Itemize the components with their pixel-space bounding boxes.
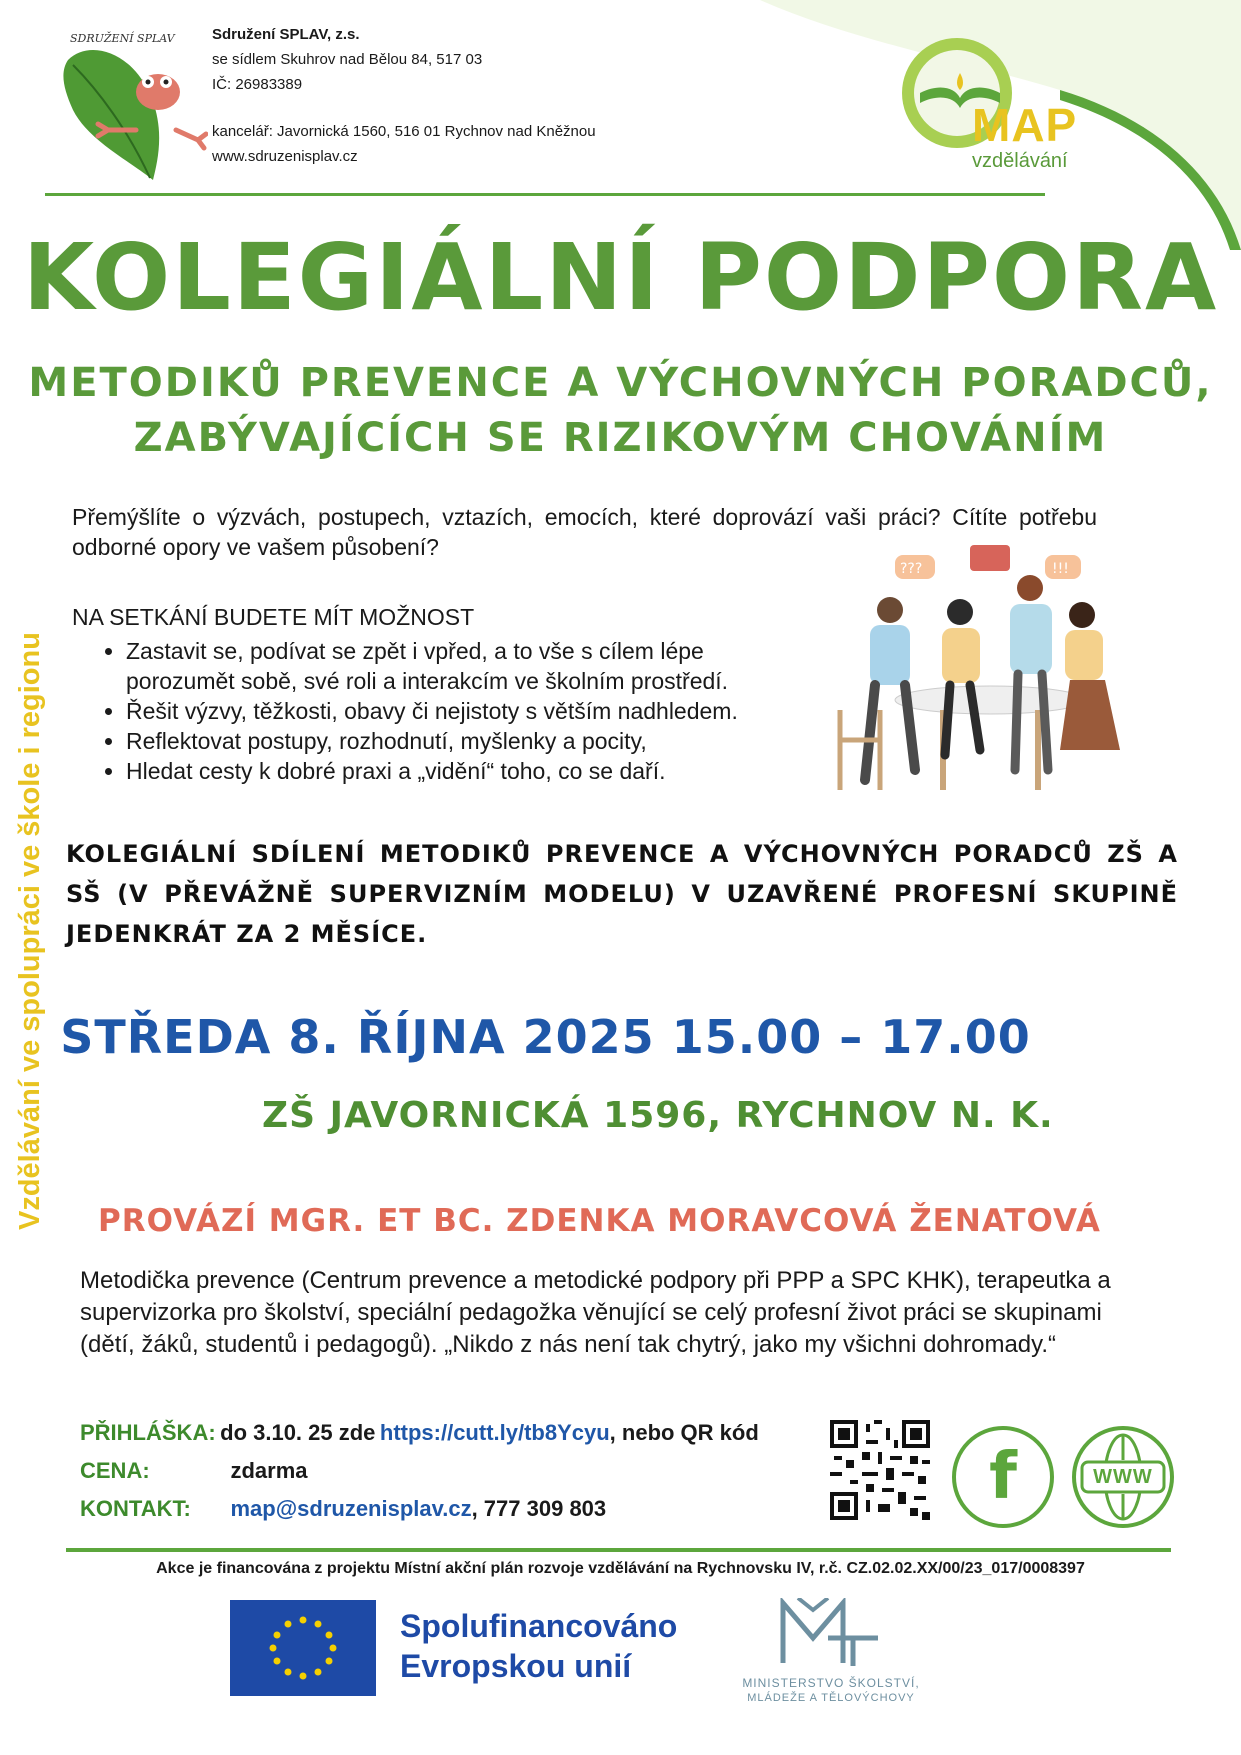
price-label: CENA: xyxy=(80,1458,150,1483)
contact-label: KONTAKT: xyxy=(80,1496,191,1521)
org-ic: IČ: 26983389 xyxy=(212,76,303,93)
main-title: KOLEGIÁLNÍ PODPORA xyxy=(22,224,1219,331)
option-item: • Reflektovat postupy, rozhodnutí, myšlenky a pocity, xyxy=(126,726,766,756)
header-rule xyxy=(45,193,1045,196)
map-logo xyxy=(902,38,1102,178)
org-office: kancelář: Javornická 1560, 516 01 Rychnov nad Kněžnou xyxy=(212,123,596,140)
option-item: • Řešit výzvy, těžkosti, obavy či nejistoty s větším nadhledem. xyxy=(126,696,766,726)
msmt-text-line-2: MLÁDEŽE A TĚLOVÝCHOVY xyxy=(747,1692,915,1704)
facebook-icon[interactable] xyxy=(952,1426,1054,1528)
side-vertical-text: Vzdělávání ve spolupráci ve škole i regionu xyxy=(14,632,46,1230)
footer-rule xyxy=(66,1548,1171,1552)
splav-logo xyxy=(48,30,208,185)
eu-text-line-2: Evropskou unií xyxy=(400,1648,632,1684)
org-seat: se sídlem Skuhrov nad Bělou 84, 517 03 xyxy=(212,51,483,68)
registration-label: PŘIHLÁŠKA: xyxy=(80,1420,216,1445)
speech-bubble-3-text: !!! xyxy=(1052,561,1069,577)
event-place: ZŠ JAVORNICKÁ 1596, RYCHNOV N. K. xyxy=(262,1095,1054,1136)
funding-text: Akce je financována z projektu Místní akční plán rozvoje vzdělávání na Rychnovsku IV, r.č. CZ.02.02.XX/00/23_017/0008397 xyxy=(156,1560,1085,1577)
options-heading: NA SETKÁNÍ BUDETE MÍT MOŽNOST xyxy=(72,604,475,630)
map-logo-big: MAP xyxy=(972,99,1078,151)
option-item: • Zastavit se, podívat se zpět i vpřed, a to vše s cílem lépe porozumět sobě, své roli a interakcím ve školním prostředí. xyxy=(126,636,766,696)
subtitle-line-2: ZABÝVAJÍCÍCH SE RIZIKOVÝM CHOVÁNÍM xyxy=(133,415,1108,461)
registration-link[interactable]: https://cutt.ly/tb8Ycyu xyxy=(379,1420,610,1445)
contact-email[interactable]: map@sdruzenisplav.cz xyxy=(230,1496,472,1521)
price-value: zdarma xyxy=(230,1458,308,1483)
facilitator-name: PROVÁZÍ MGR. ET BC. ZDENKA MORAVCOVÁ ŽENATOVÁ xyxy=(98,1203,1101,1239)
msmt-text-line-1: MINISTERSTVO ŠKOLSTVÍ, xyxy=(742,1676,920,1690)
meeting-illustration xyxy=(820,540,1150,800)
event-date: STŘEDA 8. ŘÍJNA 2025 15.00 – 17.00 xyxy=(60,1010,1031,1064)
map-logo-small: vzdělávání xyxy=(972,150,1068,172)
subtitle-line-1: METODIKŮ PREVENCE A VÝCHOVNÝCH PORADCŮ, xyxy=(28,360,1213,406)
globe-www-icon[interactable] xyxy=(1072,1426,1174,1528)
splav-logo-text: SDRUŽENÍ SPLAV xyxy=(70,32,175,45)
eu-stars-icon xyxy=(230,1600,376,1696)
org-name: Sdružení SPLAV, z.s. xyxy=(212,26,360,43)
eu-text-line-1: Spolufinancováno xyxy=(400,1608,678,1644)
option-item: • Hledat cesty k dobré praxi a „vidění“ toho, co se daří. xyxy=(126,756,766,786)
registration-pre: do 3.10. 25 zde xyxy=(220,1420,376,1445)
facebook-letter: f xyxy=(989,1440,1017,1514)
info-block xyxy=(80,1420,800,1534)
org-header xyxy=(212,22,732,169)
org-web[interactable]: www.sdruzenisplav.cz xyxy=(212,148,358,165)
contact-phone: , 777 309 803 xyxy=(471,1496,607,1521)
qr-code-icon[interactable] xyxy=(830,1420,930,1520)
msmt-logo xyxy=(778,1598,888,1668)
description-text: KOLEGIÁLNÍ SDÍLENÍ METODIKŮ PREVENCE A VÝCHOVNÝCH PORADCŮ ZŠ A SŠ (V PŘEVÁŽNĚ SUPERVIZNÍM MODELU) V UZAVŘENÉ PROFESNÍ SKUPINĚ JEDENKRÁT ZA 2 MĚSÍCE. xyxy=(66,840,1178,948)
www-text: WWW xyxy=(1093,1465,1153,1488)
intro-text: Přemýšlíte o výzvách, postupech, vztazích, emocích, které doprovází vaši práci? Cítíte potřebu odborné opory ve vašem působení? xyxy=(72,504,1097,560)
facilitator-bio: Metodička prevence (Centrum prevence a metodické podpory při PPP a SPC KHK), terapeutka a supervizorka pro školství, speciální pedagožka věnující se celý profesní život práci se skupinami (dětí, žáků, studentů i pedagogů). „Nikdo z nás není tak chytrý, jako my všichni dohromady.“ xyxy=(80,1267,1111,1358)
eu-flag xyxy=(230,1600,376,1696)
registration-post: , nebo QR kód xyxy=(609,1420,759,1445)
speech-bubble-2 xyxy=(970,545,1010,571)
speech-bubble-1-text: ??? xyxy=(900,561,923,577)
options-list xyxy=(86,636,766,786)
